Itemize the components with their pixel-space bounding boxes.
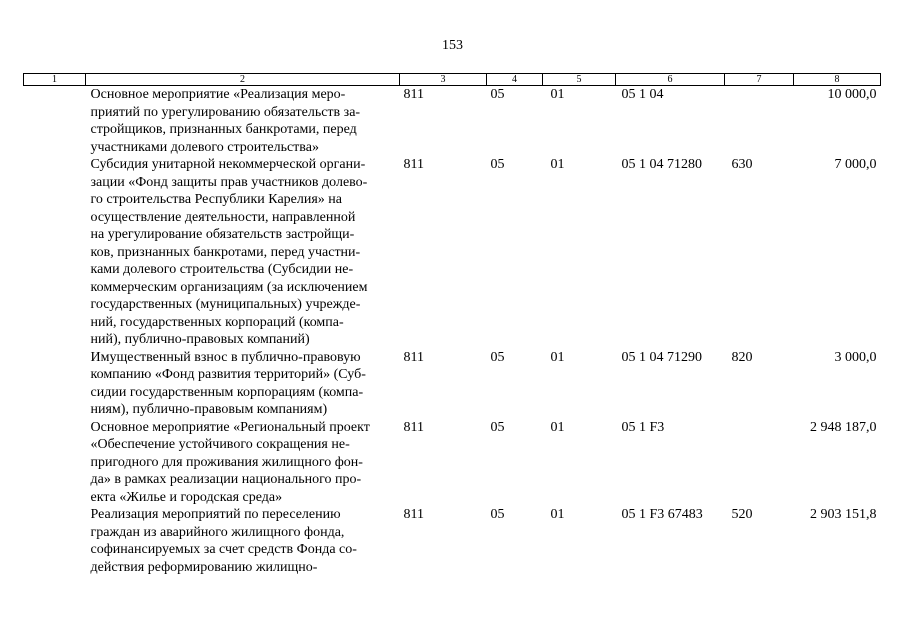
column-header-2: 2 [86,74,400,86]
section-code: 05 [490,349,505,365]
description-line: ний, государственных корпораций (компа- [90,314,344,330]
subsection-code: 01 [550,87,565,102]
budget-table [23,73,881,576]
target-article-code: 05 1 F3 67483 [621,507,703,522]
column-header-6: 6 [616,74,725,86]
section-code: 05 [490,419,505,435]
amount: 2 903 151,8 [810,507,877,522]
column-header-7: 7 [725,74,794,86]
table-row [24,349,881,419]
row-number [24,86,86,157]
column-header-1: 1 [24,74,86,86]
description-line: стройщиков, признанных банкротами, перед [90,122,357,137]
ministry-code: 811 [403,87,424,102]
description [86,506,400,576]
description-line: ниям), публично-правовым компаниям) [90,402,328,417]
description-line: го строительства Республики Карелия» на [90,192,343,207]
expense-type-code: 820 [731,349,753,365]
description-line: ков, признанных банкротами, перед участни- [90,244,361,260]
table-body [24,86,881,577]
row-number [24,349,86,419]
column-header-3: 3 [400,74,487,86]
column-header-8: 8 [794,74,881,86]
description-line: ками долевого строительства (Субсидии не- [90,262,354,277]
table-row [24,156,881,349]
target-article-code: 05 1 04 71290 [621,349,702,365]
column-number-row [24,74,881,86]
description-line: софинансируемых за счет средств Фонда со- [90,542,357,557]
amount: 3 000,0 [834,349,877,365]
description-line: пригодного для проживания жилищного фон- [90,454,363,470]
description-line: приятий по урегулированию обязательств за- [90,104,361,120]
description-line: Реализация мероприятий по переселению [90,507,341,522]
description-line: Имущественный взнос в публично-правовую [90,349,361,365]
description-line: «Обеспечение устойчивого сокращения не- [90,437,350,452]
subsection-code: 01 [550,507,565,522]
description-line: на урегулирование обязательств застройщи- [90,227,355,242]
table-row [24,419,881,507]
table-row [24,86,881,157]
subsection-code: 01 [550,349,565,365]
target-article-code: 05 1 04 71280 [621,157,702,172]
section-code: 05 [490,87,505,102]
amount: 2 948 187,0 [810,419,877,435]
ministry-code: 811 [403,507,424,522]
page-number: 153 [442,38,463,53]
description-line: участниками долевого строительства» [90,139,319,155]
target-article-code: 05 1 F3 [621,419,665,435]
expense-type-code: 520 [731,507,753,522]
subsection-code: 01 [550,157,565,172]
description-line: осуществление деятельности, направленной [90,209,356,225]
column-header-5: 5 [543,74,616,86]
description [86,156,400,349]
description-line: государственных (муниципальных) учрежде- [90,297,361,312]
section-code: 05 [490,507,505,522]
expense-type-code [725,86,794,157]
description-line: зации «Фонд защиты прав участников долево- [90,174,368,190]
description [86,86,400,157]
expense-type-code: 630 [731,157,753,172]
description-line: сидии государственным корпорациям (компа- [90,384,364,400]
description [86,349,400,419]
description-line: граждан из аварийного жилищного фонда, [90,524,345,540]
description-line: да» в рамках реализации национального про- [90,472,362,487]
expense-type-code [725,419,794,507]
subsection-code: 01 [550,419,565,435]
column-header-4: 4 [487,74,543,86]
row-number [24,506,86,576]
description-line: екта «Жилье и городская среда» [90,489,283,505]
description-line: компанию «Фонд развития территорий» (Суб- [90,367,366,382]
ministry-code: 811 [403,157,424,172]
target-article-code: 05 1 04 [621,87,664,102]
description-line: Субсидия унитарной некоммерческой органи- [90,157,366,172]
description-line: Основное мероприятие «Региональный проект [90,419,370,435]
row-number [24,419,86,507]
table-header [24,74,881,86]
amount: 10 000,0 [827,87,877,102]
description-line: действия реформированию жилищно- [90,559,318,575]
description-line: коммерческим организациям (за исключением [90,279,368,295]
description-line: Основное мероприятие «Реализация меро- [90,87,346,102]
ministry-code: 811 [403,349,424,365]
section-code: 05 [490,157,505,172]
description-line: ний), публично-правовых компаний) [90,332,310,347]
table-row [24,506,881,576]
row-number [24,156,86,349]
description [86,419,400,507]
ministry-code: 811 [403,419,424,435]
amount: 7 000,0 [834,157,877,172]
